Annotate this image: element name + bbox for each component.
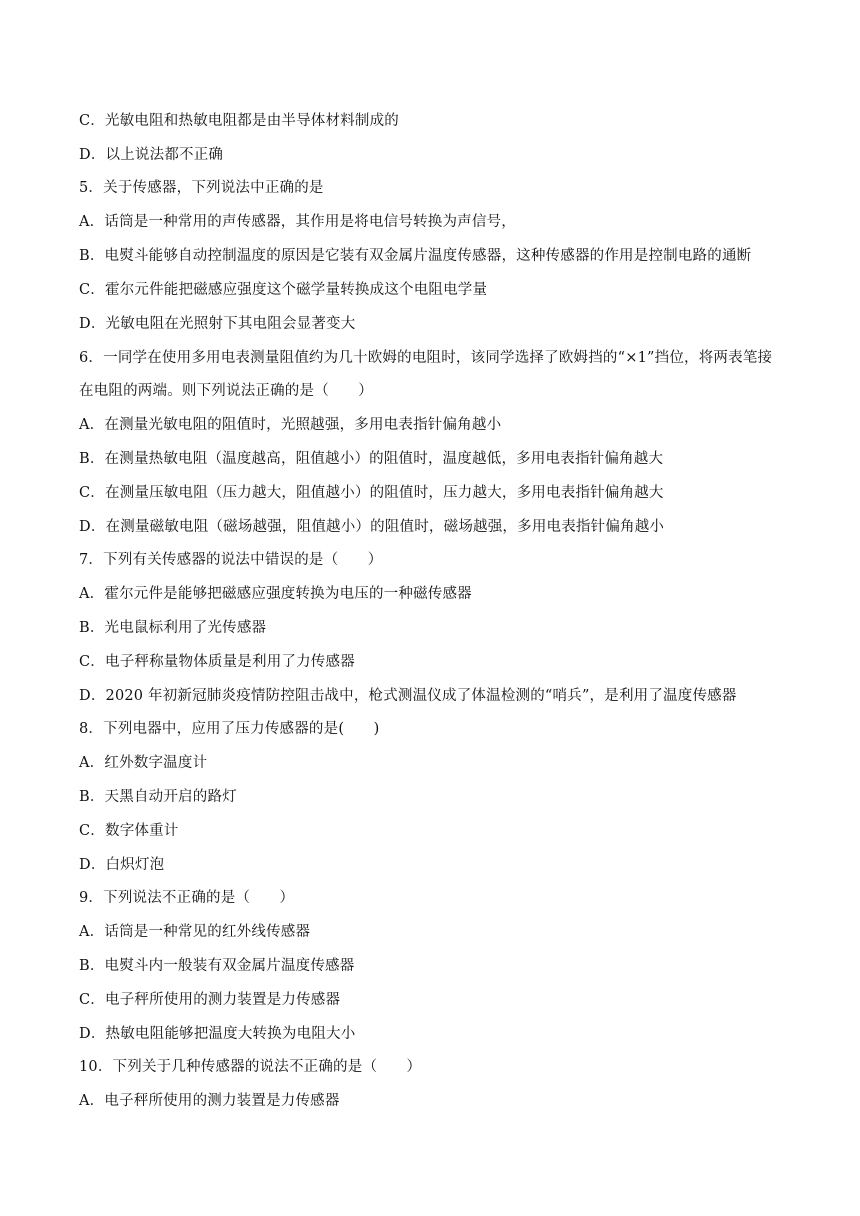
option-line: B．天黑自动开启的路灯 [79,789,237,805]
question-line: 在电阻的两端。则下列说法正确的是（ ） [79,383,373,399]
option-line: A．话筒是一种常见的红外线传感器 [79,924,311,940]
option-line: A．霍尔元件是能够把磁感应强度转换为电压的一种磁传感器 [79,586,472,602]
option-line: D．2020 年初新冠肺炎疫情防控阻击战中，枪式测温仪成了体温检测的“哨兵”，是利用了温度传感器 [79,688,737,704]
option-line: D．光敏电阻在光照射下其电阻会显著变大 [79,316,356,332]
option-line: C．霍尔元件能把磁感应强度这个磁学量转换成这个电阻电学量 [79,282,488,298]
question-line: 9．下列说法不正确的是（ ） [79,890,295,906]
option-line: D．在测量磁敏电阻（磁场越强，阻值越小）的阻值时，磁场越强，多用电表指针偏角越小 [79,519,665,535]
question-line: 5．关于传感器，下列说法中正确的是 [79,180,324,196]
option-line: D．以上说法都不正确 [79,147,224,163]
question-line: 10．下列关于几种传感器的说法不正确的是（ ） [79,1059,422,1075]
option-line: C．光敏电阻和热敏电阻都是由半导体材料制成的 [79,113,399,129]
question-line: 6．一同学在使用多用电表测量阻值约为几十欧姆的电阻时，该同学选择了欧姆挡的“×1”挡位，将两表笔接 [79,350,773,366]
option-line: C．电子秤称量物体质量是利用了力传感器 [79,654,355,670]
option-line: C．电子秤所使用的测力装置是力传感器 [79,992,341,1008]
option-line: C．数字体重计 [79,823,179,839]
option-line: A．话筒是一种常用的声传感器，其作用是将电信号转换为声信号， [79,214,516,230]
option-line: A．在测量光敏电阻的阻值时，光照越强，多用电表指针偏角越小 [79,417,502,433]
option-line: A．电子秤所使用的测力装置是力传感器 [79,1093,340,1109]
option-line: C．在测量压敏电阻（压力越大，阻值越小）的阻值时，压力越大，多用电表指针偏角越大 [79,485,664,501]
option-line: B．电熨斗能够自动控制温度的原因是它装有双金属片温度传感器，这种传感器的作用是控制电路的通断 [79,248,752,264]
option-line: D．热敏电阻能够把温度大转换为电阻大小 [79,1026,356,1042]
option-line: B．光电鼠标利用了光传感器 [79,620,267,636]
option-line: B．电熨斗内一般装有双金属片温度传感器 [79,958,355,974]
option-line: A．红外数字温度计 [79,755,208,771]
option-line: B．在测量热敏电阻（温度越高，阻值越小）的阻值时，温度越低，多用电表指针偏角越大 [79,451,664,467]
option-line: D．白炽灯泡 [79,857,165,873]
question-line: 7．下列有关传感器的说法中错误的是（ ） [79,552,383,568]
question-line: 8．下列电器中，应用了压力传感器的是( ) [79,721,380,737]
